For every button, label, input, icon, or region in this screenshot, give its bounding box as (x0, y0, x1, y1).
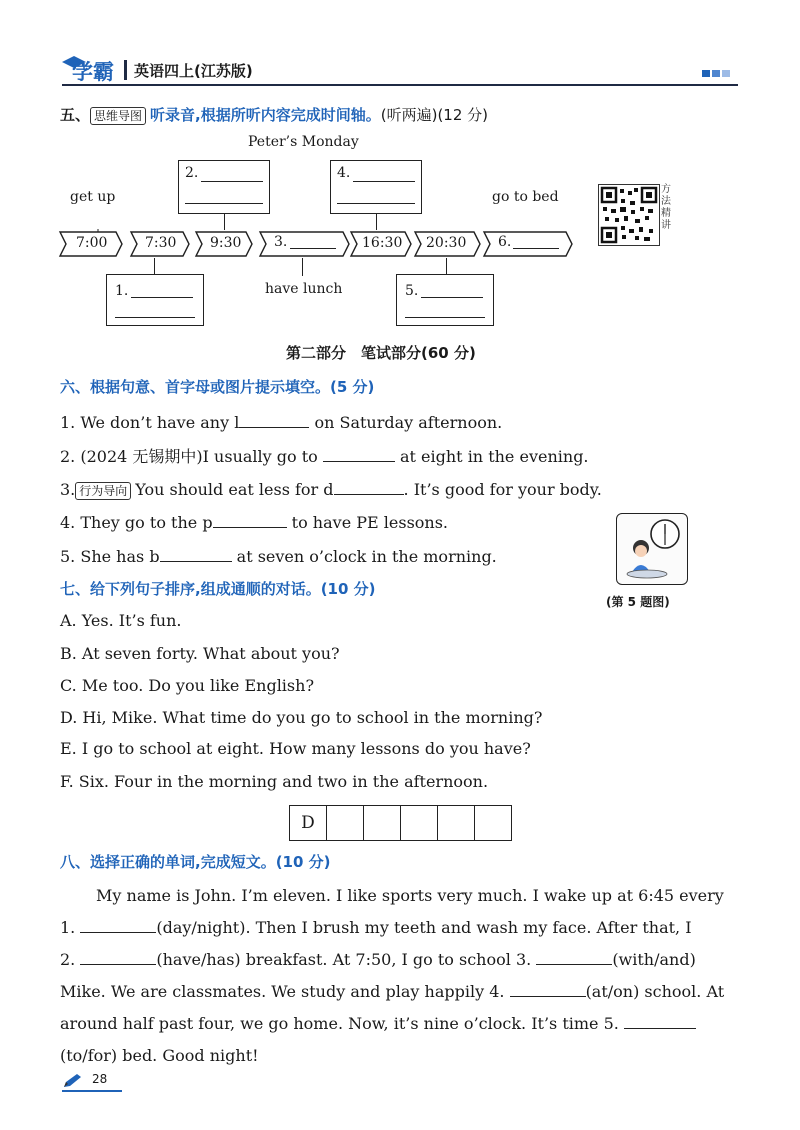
header-divider-bar (124, 60, 127, 80)
blank (80, 948, 156, 965)
dialog-item-f: F. Six. Four in the morning and two in the afternoon. (60, 772, 489, 791)
label-go-to-bed: go to bed (492, 189, 559, 205)
answer-box-5: 5. (396, 274, 494, 326)
dialog-item-e: E. I go to school at eight. How many lessons do you have? (60, 739, 531, 758)
passage-line-4: Mike. We are classmates. We study and play happily 4. (at/on) school. At (60, 982, 725, 1001)
answer-cell[interactable] (364, 806, 401, 840)
blank (536, 948, 612, 965)
answer-cell[interactable] (327, 806, 364, 840)
q6-3: 3. 行为导向 You should eat less for d . It’s good for your body. (60, 480, 602, 499)
label-have-lunch: have lunch (265, 281, 343, 297)
answer-cell[interactable] (401, 806, 438, 840)
connector (302, 258, 303, 276)
passage-line-3: 2. (have/has) breakfast. At 7:50, I go to school 3. (with/and) (60, 950, 696, 969)
q6-4: 4. They go to the p to have PE lessons. (60, 513, 449, 532)
blank (624, 1012, 696, 1029)
footer (62, 1072, 132, 1094)
connector (376, 212, 377, 230)
passage-line-2: 1. (day/night). Then I brush my teeth and wash my face. After that, I (60, 918, 692, 937)
blank (160, 545, 232, 562)
brand-name: 学霸 (72, 60, 114, 84)
section8-heading: 八、选择正确的单词,完成短文。(10 分) (60, 853, 331, 871)
dialog-item-d: D. Hi, Mike. What time do you go to school in the morning? (60, 708, 543, 727)
arrow-label-7: 6. (498, 234, 512, 250)
passage-line-6: (to/for) bed. Good night! (60, 1046, 259, 1065)
pencil-icon (62, 1072, 84, 1090)
q5-picture (616, 513, 688, 585)
q6-5: 5. She has b at seven o’clock in the morning. (60, 547, 497, 566)
arrow-label-4: 3. (274, 234, 288, 250)
arrow-label-2: 7:30 (145, 235, 177, 251)
arrow-label-1: 7:00 (76, 235, 108, 251)
blank (510, 980, 586, 997)
blank (323, 445, 395, 462)
blank (334, 478, 404, 495)
answer-cell[interactable] (438, 806, 475, 840)
answer-blank-3 (290, 248, 336, 249)
mindmap-tag: 思维导图 (90, 107, 146, 125)
section7-heading: 七、给下列句子排序,组成通顺的对话。(10 分) (60, 580, 376, 598)
header-rule (62, 84, 738, 86)
q6-1: 1. We don’t have any l on Saturday afternoon. (60, 413, 503, 432)
girl-eating-breakfast-icon (617, 514, 687, 584)
answer-box-1: 1. (106, 274, 204, 326)
passage-line-5: around half past four, we go home. Now, it’s nine o’clock. It’s time 5. (60, 1008, 744, 1040)
section6-heading: 六、根据句意、首字母或图片提示填空。(5 分) (60, 378, 375, 396)
connector (224, 212, 225, 230)
q5-caption: (第 5 题图) (606, 595, 670, 609)
label-get-up: get up (70, 189, 116, 205)
answer-blank-6 (513, 248, 559, 249)
book-title: 英语四上(江苏版) (134, 62, 253, 80)
arrow-label-5: 16:30 (362, 235, 403, 251)
answer-cell-first: D (290, 806, 327, 840)
answer-box-4: 4. (330, 160, 422, 214)
q6-2: 2. (2024 无锡期中)I usually go to at eight in the evening. (60, 447, 589, 466)
order-answer-grid (289, 805, 512, 841)
dialog-item-b: B. At seven forty. What about you? (60, 644, 340, 663)
qr-caption: 方法精讲 (661, 184, 671, 231)
header-dots (702, 70, 732, 78)
page-number: 28 (92, 1072, 108, 1086)
qr-code-icon (599, 185, 659, 245)
header-logo (60, 52, 124, 84)
blank (80, 916, 156, 933)
behavior-tag: 行为导向 (75, 482, 131, 500)
dialog-item-c: C. Me too. Do you like English? (60, 676, 315, 695)
arrow-label-6: 20:30 (426, 235, 467, 251)
passage-line-1: My name is John. I’m eleven. I like sports very much. I wake up at 6:45 every (96, 886, 724, 905)
timeline-title: Peter’s Monday (248, 134, 359, 150)
arrow-label-3: 9:30 (210, 235, 242, 251)
section5-heading: 五、 思维导图 听录音,根据所听内容完成时间轴。(听两遍)(12 分) (60, 106, 488, 124)
blank (213, 511, 287, 528)
part2-title: 第二部分 笔试部分(60 分) (286, 344, 476, 362)
qr-code[interactable] (598, 184, 660, 246)
blank (239, 411, 309, 428)
answer-cell[interactable] (475, 806, 512, 840)
dialog-item-a: A. Yes. It’s fun. (60, 611, 182, 630)
answer-box-2: 2. (178, 160, 270, 214)
